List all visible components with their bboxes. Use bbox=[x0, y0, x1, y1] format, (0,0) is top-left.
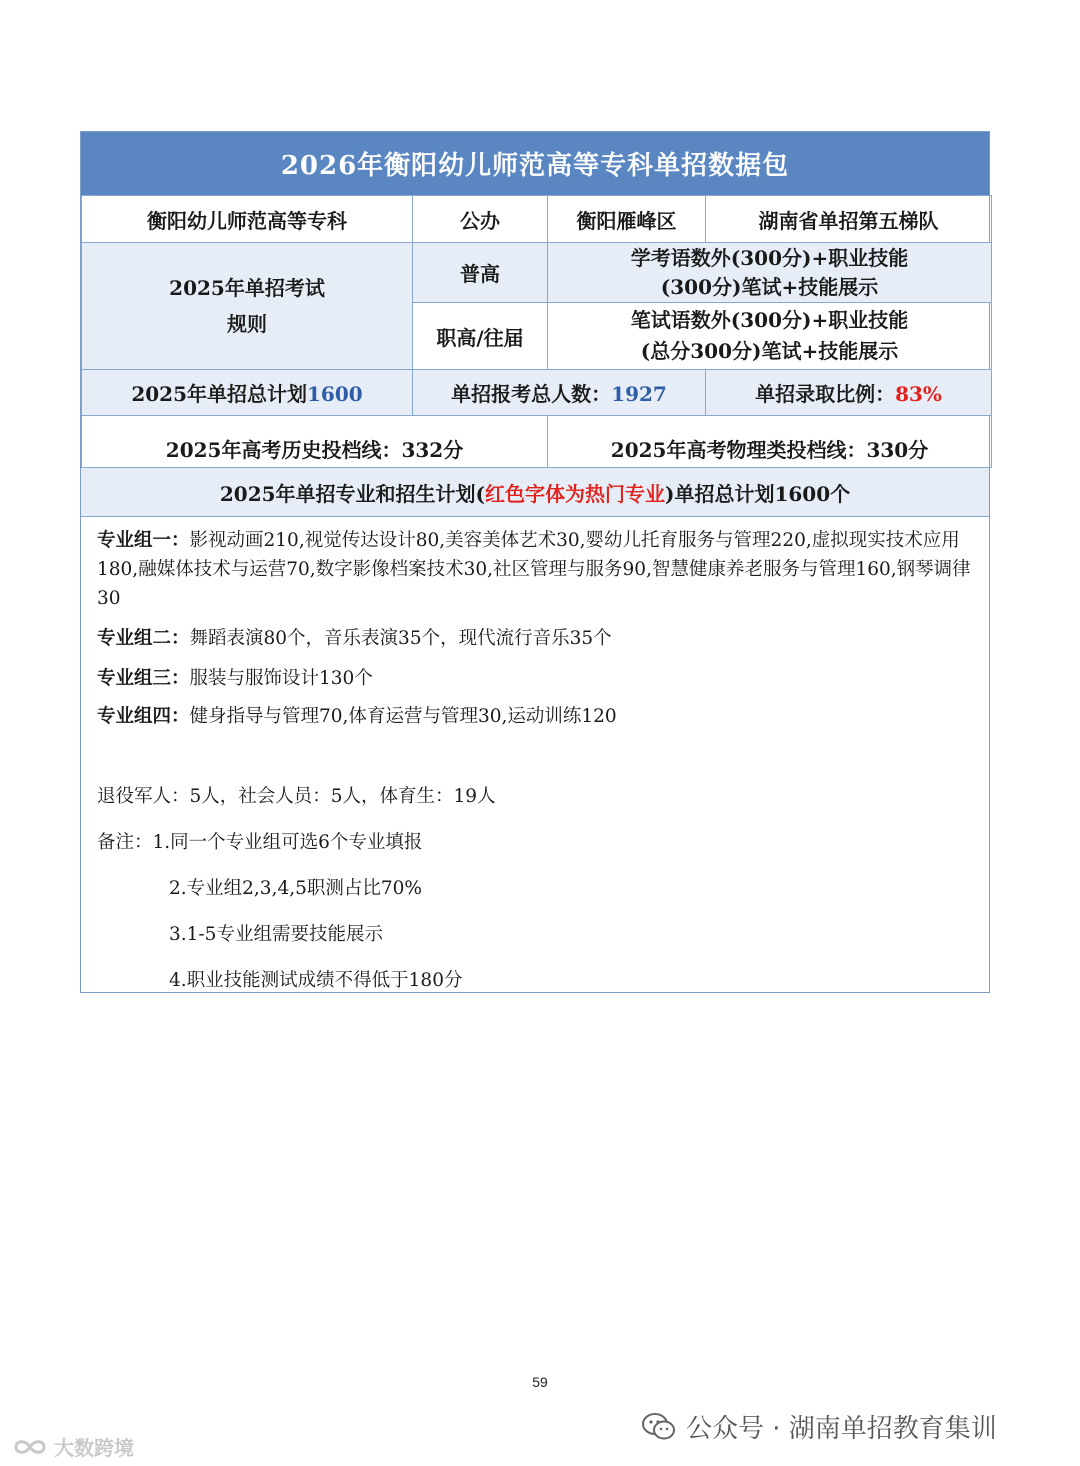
major-group-3 bbox=[97, 664, 975, 693]
plan-header-suffix: )单招总计划1600个 bbox=[665, 481, 851, 506]
note-item: 3.1-5专业组需要技能展示 bbox=[169, 924, 383, 945]
group-majors: 服装与服饰设计130个 bbox=[189, 668, 373, 689]
admission-ratio-label: 单招录取比例： bbox=[755, 382, 896, 406]
note-item: 4.职业技能测试成绩不得低于180分 bbox=[169, 970, 463, 991]
group-majors: 影视动画210,视觉传达设计80,美容美体艺术30,婴幼儿托育服务与管理220,虚拟现实技术应用180,融媒体技术与运营70,数字影像档案技术30,社区管理与服务90,智慧健康养老服务与管理160,钢琴调律30 bbox=[97, 530, 971, 609]
wechat-icon bbox=[642, 1412, 676, 1442]
plan-content bbox=[97, 526, 975, 1012]
school-name: 衡阳幼儿师范高等专科 bbox=[82, 196, 413, 243]
special-quota: 退役军人：5人，社会人员：5人，体育生：19人 bbox=[97, 786, 496, 807]
total-plan-value: 1600 bbox=[307, 382, 363, 406]
admission-ratio-value: 83% bbox=[895, 382, 942, 406]
group-majors: 舞蹈表演80个，音乐表演35个，现代流行音乐35个 bbox=[189, 628, 612, 649]
putong-rule-line1: 学考语数外(300分)+职业技能 bbox=[630, 245, 909, 270]
wechat-watermark bbox=[642, 1408, 997, 1445]
major-group-2 bbox=[97, 624, 975, 653]
note-item: 2.专业组2,3,4,5职测占比70% bbox=[169, 878, 422, 899]
school-type: 公办 bbox=[413, 196, 548, 243]
infinity-logo-icon bbox=[10, 1435, 50, 1459]
applicants-label: 单招报考总人数： bbox=[451, 382, 612, 406]
corner-watermark bbox=[10, 1432, 134, 1461]
wechat-account: 公众号 · 湖南单招教育集训 bbox=[686, 1414, 997, 1444]
total-plan-cell bbox=[82, 370, 413, 416]
school-location: 衡阳雁峰区 bbox=[548, 196, 706, 243]
zhigao-rule-line1: 笔试语数外(300分)+职业技能 bbox=[630, 308, 909, 332]
total-plan-label: 2025年单招总计划 bbox=[131, 382, 307, 406]
page-title: 2026年衡阳幼儿师范高等专科单招数据包 bbox=[81, 132, 989, 195]
applicants-value: 1927 bbox=[611, 382, 667, 406]
major-group-4 bbox=[97, 702, 975, 731]
group-label: 专业组二： bbox=[97, 628, 190, 649]
data-sheet bbox=[80, 131, 990, 993]
plan-header-hot-note: 红色字体为热门专业 bbox=[485, 481, 665, 506]
admission-ratio-cell bbox=[706, 370, 992, 416]
group-label: 专业组三： bbox=[97, 668, 190, 689]
putong-label: 普高 bbox=[413, 243, 548, 303]
school-tier: 湖南省单招第五梯队 bbox=[706, 196, 992, 243]
enrollment-plan-header bbox=[81, 467, 989, 517]
putong-rule-line2: (300分)笔试+技能展示 bbox=[660, 274, 879, 299]
notes-head: 备注：1.同一个专业组可选6个专业填报 bbox=[97, 832, 423, 853]
plan-header-prefix: 2025年单招专业和招生计划( bbox=[219, 481, 485, 506]
applicants-cell bbox=[413, 370, 706, 416]
physics-cutoff: 2025年高考物理类投档线：330分 bbox=[548, 416, 992, 468]
major-group-1 bbox=[97, 526, 975, 613]
rules-label-line1: 2025年单招考试 bbox=[169, 276, 325, 300]
history-cutoff: 2025年高考历史投档线：332分 bbox=[82, 416, 548, 468]
rules-label bbox=[82, 243, 413, 370]
info-table bbox=[81, 195, 992, 468]
group-label: 专业组一： bbox=[97, 530, 190, 551]
zhigao-label: 职高/往届 bbox=[413, 303, 548, 370]
group-majors: 健身指导与管理70,体育运营与管理30,运动训练120 bbox=[189, 706, 617, 727]
group-label: 专业组四： bbox=[97, 706, 190, 727]
corner-logo-text: 大数跨境 bbox=[54, 1436, 134, 1460]
putong-rule bbox=[548, 243, 992, 303]
zhigao-rule-line2: (总分300分)笔试+技能展示 bbox=[640, 339, 899, 363]
page-number: 59 bbox=[532, 1374, 548, 1390]
rules-label-line2: 规则 bbox=[227, 312, 267, 336]
zhigao-rule bbox=[548, 303, 992, 370]
